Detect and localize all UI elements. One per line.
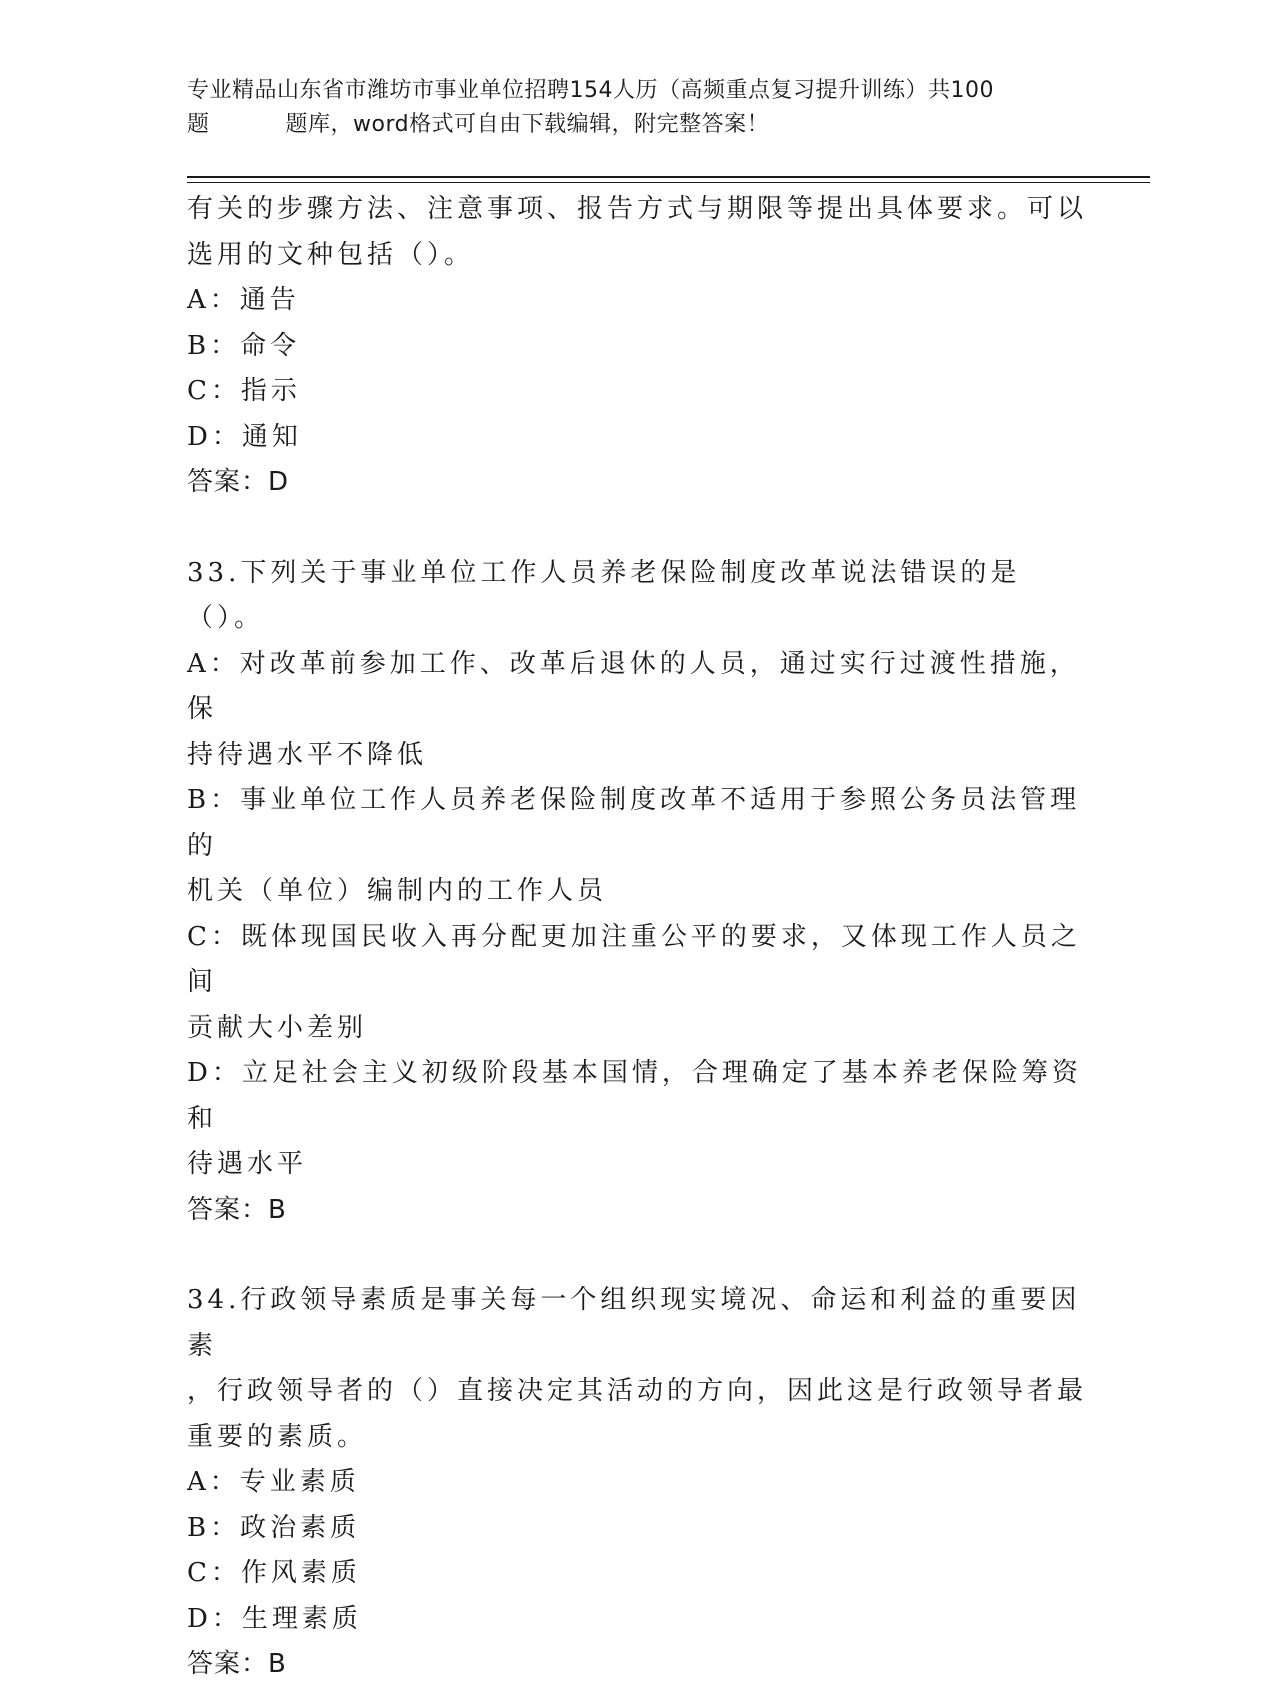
question-block-prev bbox=[187, 187, 1087, 506]
document-header bbox=[187, 74, 1087, 142]
option-c-line1: C：既体现国民收入再分配更加注重公平的要求，又体现工作人员之间 bbox=[187, 921, 1081, 997]
question-stem-line: 34.行政领导素质是事关每一个组织现实境况、命运和利益的重要因素 bbox=[187, 1285, 1081, 1361]
question-block-34 bbox=[187, 1278, 1087, 1688]
option-a: A：通告 bbox=[187, 285, 300, 315]
answer-line: 答案：D bbox=[187, 467, 290, 497]
option-b-line2: 机关（单位）编制内的工作人员 bbox=[187, 876, 608, 906]
header-line2-left: 题 bbox=[187, 112, 210, 137]
answer-line: 答案：B bbox=[187, 1649, 287, 1679]
question-stem-line: 重要的素质。 bbox=[187, 1421, 368, 1452]
question-block-33 bbox=[187, 551, 1087, 1234]
option-c: C：作风素质 bbox=[187, 1558, 361, 1588]
header-divider-thick bbox=[187, 176, 1150, 178]
question-stem-line: 有关的步骤方法、注意事项、报告方式与期限等提出具体要求。可以 bbox=[187, 194, 1088, 224]
option-d-line2: 待遇水平 bbox=[187, 1149, 308, 1179]
option-b: B：政治素质 bbox=[187, 1512, 361, 1543]
document-body bbox=[187, 187, 1087, 1688]
option-a-line1: A：对改革前参加工作、改革后退休的人员，通过实行过渡性措施，保 bbox=[187, 648, 1080, 724]
option-c: C：指示 bbox=[187, 376, 301, 406]
question-stem-line: ，行政领导者的（）直接决定其活动的方向，因此这是行政领导者最 bbox=[187, 1376, 1088, 1406]
option-d: D：通知 bbox=[187, 421, 302, 452]
answer-line: 答案：B bbox=[187, 1194, 287, 1225]
header-divider-thin bbox=[187, 182, 1150, 183]
header-title-line2 bbox=[187, 108, 1087, 142]
option-d-line1: D：立足社会主义初级阶段基本国情，合理确定了基本养老保险筹资和 bbox=[187, 1058, 1082, 1134]
header-line2-right: 题库，word格式可自由下载编辑，附完整答案！ bbox=[285, 112, 770, 137]
question-stem-line: 选用的文种包括（）。 bbox=[187, 239, 475, 270]
header-title-line1: 专业精品山东省市潍坊市事业单位招聘154人历（高频重点复习提升训练）共100 bbox=[187, 78, 994, 103]
option-a: A：专业素质 bbox=[187, 1467, 360, 1497]
option-a-line2: 持待遇水平不降低 bbox=[187, 739, 428, 770]
option-b: B：命令 bbox=[187, 330, 301, 361]
option-b-line1: B：事业单位工作人员养老保险制度改革不适用于参照公务员法管理的 bbox=[187, 785, 1081, 861]
option-c-line2: 贡献大小差别 bbox=[187, 1012, 368, 1043]
question-stem-line: 33.下列关于事业单位工作人员养老保险制度改革说法错误的是（）。 bbox=[187, 557, 1021, 633]
option-d: D：生理素质 bbox=[187, 1603, 362, 1634]
